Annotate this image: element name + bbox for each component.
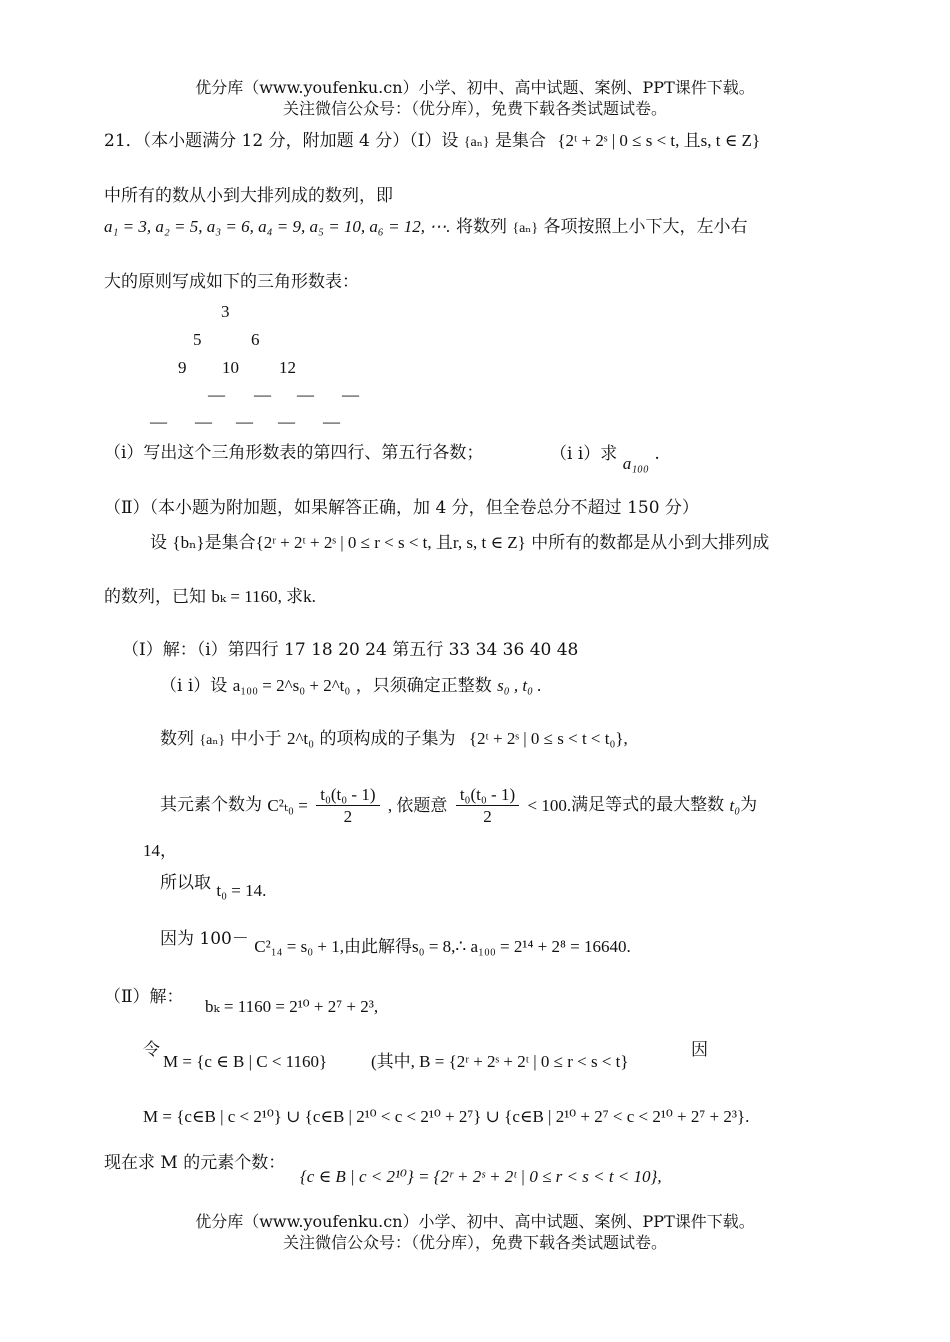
question-ii-label: （i i）求 (550, 444, 618, 464)
by-condition: , 依题意 (387, 796, 448, 816)
problem-line-4: 大的原则写成如下的三角形数表： (104, 272, 359, 292)
triangle-blank: — (342, 385, 359, 404)
fraction-2-denominator: 2 (483, 807, 492, 827)
solution-ii-line (160, 675, 542, 697)
solution-ii-mid: ，只须确定正整数 (355, 676, 492, 696)
b-definition: (其中, B = {2ʳ + 2ˢ + 2ᵗ | 0 ≤ r < s < t} (371, 1052, 629, 1071)
take-prefix: 所以取 (160, 873, 211, 893)
t0-var: t₀ (729, 796, 741, 816)
m-definition: M = {c ∈ B | C < 1160} (163, 1052, 328, 1071)
part-2-prefix: （Ⅱ）解： (104, 987, 184, 1007)
set-b-line (150, 532, 769, 554)
a100: a₁₀₀ (622, 454, 649, 473)
known-prefix: 的数列，已知 (104, 587, 206, 607)
set-a: {2ᵗ + 2ˢ | 0 ≤ s < t, 且s, t ∈ Z} (557, 131, 761, 150)
count-line (160, 784, 757, 828)
s0-t0: s₀ , t₀ . (497, 676, 542, 695)
fraction-2-numerator: t₀(t₀ - 1) (456, 784, 519, 806)
problem-21-title: 21．（本小题满分 12 分，附加题 4 分）（Ⅰ）设 (104, 131, 459, 151)
because-line (160, 928, 631, 956)
triangle-blank: — (323, 412, 340, 431)
sequence-an: {aₙ} (463, 135, 490, 150)
question-ii-period: . (654, 444, 660, 464)
set-b-prefix: 设 (150, 533, 167, 553)
problem-line-3 (104, 216, 747, 238)
sequence-an-3: {aₙ} (199, 733, 226, 748)
problem-line-2: 中所有的数从小到大排列成的数列，即 (104, 186, 393, 206)
power-t0: 2^t₀ (286, 729, 315, 748)
count-m-prefix: 现在求 M 的元素个数： (104, 1153, 286, 1173)
fourteen: 14， (143, 841, 177, 860)
count-m-set: {c ∈ B | c < 2¹⁰} = {2ʳ + 2ˢ + 2ᵗ | 0 ≤ r < s < t < 10}, (300, 1167, 662, 1186)
triangle-cell: 6 (251, 330, 260, 349)
triangle-blank: — (236, 412, 253, 431)
fraction-1-numerator: t₀(t₀ - 1) (316, 784, 379, 806)
is-set-of: 是集合 (494, 131, 546, 151)
wei-text: 为 (740, 795, 758, 816)
subset-post: 的项构成的子集为 (319, 729, 456, 749)
triangle-cell: 5 (193, 330, 202, 349)
a100-result: C²₁₄ = s₀ + 1,由此解得s₀ = 8,∴ a₁₀₀ = 2¹⁴ + 2⁸ = 16640. (254, 937, 631, 956)
fraction-1 (316, 784, 379, 828)
triangle-blank: — (254, 385, 271, 404)
count-prefix: 其元素个数为 (160, 795, 262, 816)
condition: < 100. (527, 796, 572, 816)
a100-expression: a₁₀₀ = 2^s₀ + 2^t₀ (232, 676, 351, 695)
triangle-blank: — (208, 385, 225, 404)
max-integer-text: 满足等式的最大整数 (571, 795, 725, 816)
known-line (104, 586, 316, 608)
part-2-statement: （Ⅱ）（本小题为附加题，如果解答正确，加 4 分，但全卷总分不超过 150 分） (104, 498, 699, 518)
subset-prefix: 数列 (160, 729, 194, 749)
triangle-cell: 9 (178, 358, 187, 377)
yin-text: 因 (691, 1040, 708, 1060)
problem-21-intro (104, 130, 760, 152)
subset-set: {2ᵗ + 2ˢ | 0 ≤ s < t < t₀}, (468, 729, 628, 748)
set-b-suffix: 中所有的数都是从小到大排列成 (531, 533, 770, 553)
because-prefix: 因为 100－ (160, 929, 249, 949)
bk-expansion: bₖ = 1160 = 2¹⁰ + 2⁷ + 2³, (204, 997, 379, 1016)
triangle-cell: 12 (279, 358, 296, 377)
subset-line (160, 728, 628, 750)
subset-mid: 中小于 (230, 729, 282, 749)
triangle-row-1: 3 (221, 302, 230, 321)
ling-text: 令 (143, 1040, 160, 1060)
triangle-blank: — (195, 412, 212, 431)
part-2-solution (104, 986, 379, 1016)
sequence-values: a₁ = 3, a₂ = 5, a₃ = 6, a₄ = 9, a₅ = 10, a₆ = 12, ⋯. (104, 217, 451, 236)
combination: C²ₜ₀ = (267, 796, 308, 816)
m-union: M = {c∈B | c < 2¹⁰} ∪ {c∈B | 2¹⁰ < c < 2¹⁰ + 2⁷} ∪ {c∈B | 2¹⁰ + 2⁷ < c < 2¹⁰ + 2⁷ + 2³}. (143, 1107, 750, 1126)
question-ii (550, 443, 660, 473)
take-t0-line (160, 872, 267, 900)
question-i: （i）写出这个三角形数表的第四行、第五行各数； (104, 443, 484, 463)
footer-line-1: 优分库（www.youfenku.cn）小学、初中、高中试题、案例、PPT课件下载。 (195, 1212, 755, 1231)
bk-value: bₖ = 1160, 求k. (211, 587, 316, 606)
sequence-an-2: {aₙ} (512, 221, 539, 236)
triangle-blank: — (297, 385, 314, 404)
triangle-cell: 10 (222, 358, 239, 377)
fraction-1-denominator: 2 (343, 807, 353, 827)
solution-ii-prefix: （i i）设 (160, 676, 228, 696)
solution-part-1: （Ⅰ）解：（i）第四行 17 18 20 24 第五行 33 34 36 40 48 (122, 640, 579, 660)
header-line-2: 关注微信公众号：（优分库），免费下载各类试题试卷。 (282, 99, 667, 118)
fraction-2 (456, 784, 519, 828)
arrange-text-2: 各项按照上小下大，左小右 (543, 217, 748, 237)
arrange-text: 将数列 (455, 217, 507, 237)
t0-value: t₀ = 14. (216, 881, 267, 900)
triangle-blank: — (278, 412, 295, 431)
header-line-1: 优分库（www.youfenku.cn）小学、初中、高中试题、案例、PPT课件下载。 (195, 78, 755, 97)
footer-line-2: 关注微信公众号：（优分库），免费下载各类试题试卷。 (282, 1233, 667, 1252)
triangle-blank: — (150, 412, 167, 431)
set-b: {bₙ}是集合{2ʳ + 2ᵗ + 2ˢ | 0 ≤ r < s < t, 且r, s, t ∈ Z} (172, 533, 526, 552)
